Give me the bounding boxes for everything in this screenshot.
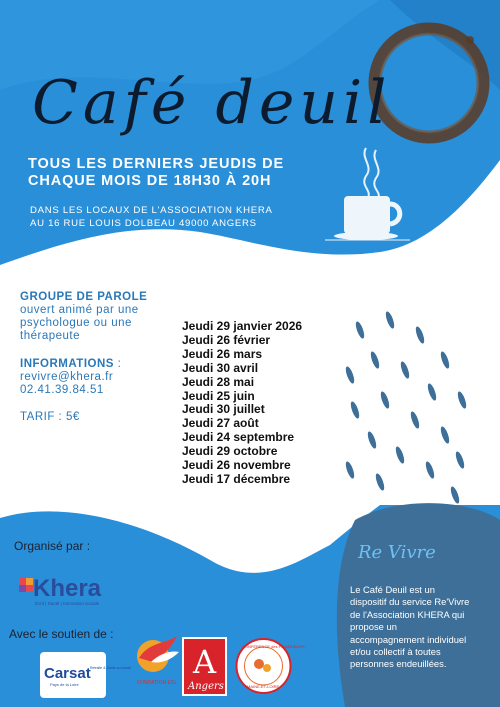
date-item: Jeudi 26 novembre [182, 458, 291, 473]
svg-text:MAINE-ET-LOIRE: MAINE-ET-LOIRE [247, 684, 280, 689]
conference-financeurs-logo[interactable] [235, 637, 305, 695]
rain-drops-decoration [344, 311, 468, 505]
svg-text:Retraite & Santé au travail: Retraite & Santé au travail [90, 666, 131, 670]
carsat-logo-mark [40, 652, 131, 698]
svg-text:Écrit | Santé | Innovation soc: Écrit | Santé | Innovation sociale [35, 601, 100, 606]
date-item: Jeudi 28 mai [182, 374, 255, 389]
date-item: Jeudi 29 octobre [182, 444, 278, 459]
subtitle-line-2: CHAQUE MOIS DE 18H30 À 20H [28, 173, 272, 189]
address-line-1: DANS LES LOCAUX DE L'ASSOCIATION KHERA [30, 205, 273, 216]
informations-email[interactable]: revivre@khera.fr [20, 371, 114, 383]
tarif-text: TARIF : 5€ [20, 411, 80, 423]
schedule-subtitle [28, 156, 328, 190]
angers-logo[interactable] [182, 637, 227, 696]
date-item: Jeudi 30 juillet [182, 402, 265, 417]
svg-text:Pays de la Loire: Pays de la Loire [50, 682, 79, 687]
revivre-logo [356, 538, 446, 568]
subtitle-line-1: TOUS LES DERNIERS JEUDIS DE [28, 156, 285, 172]
svg-text:Re Vivre: Re Vivre [358, 542, 436, 563]
carsat-logo[interactable] [40, 652, 131, 698]
angers-logo-mark [182, 637, 227, 696]
khera-logo[interactable] [17, 572, 127, 608]
informations-heading: INFORMATIONS [20, 358, 114, 370]
fondation-logo[interactable] [131, 632, 183, 696]
avec-soutien-label: Avec le soutien de : [9, 627, 114, 641]
date-item: Jeudi 17 décembre [182, 471, 291, 486]
svg-text:Carsat: Carsat [44, 665, 91, 682]
svg-text:Angers: Angers [188, 681, 224, 692]
informations-section: INFORMATIONS : revivre@khera.fr 02.41.39.84.51 [20, 358, 175, 397]
date-item: Jeudi 25 juin [182, 388, 255, 403]
groupe-heading: GROUPE DE PAROLE [20, 291, 148, 303]
svg-text:A: A [193, 643, 217, 681]
date-item: Jeudi 26 février [182, 332, 271, 347]
groupe-text: ouvert animé par une psychologue ou une thérapeute [20, 304, 139, 342]
groupe-section [20, 291, 175, 343]
khera-logo-mark [17, 572, 127, 608]
address-line-2: AU 16 RUE LOUIS DOLBEAU 49000 ANGERS [30, 218, 257, 229]
date-item: Jeudi 30 avril [182, 360, 259, 375]
date-item: Jeudi 27 août [182, 416, 259, 431]
informations-phone[interactable]: 02.41.39.84.51 [20, 384, 104, 396]
conference-logo-mark [235, 637, 305, 695]
dates-list [182, 320, 352, 487]
date-item: Jeudi 24 septembre [182, 430, 295, 445]
fondation-logo-mark [131, 632, 183, 696]
date-item: Jeudi 29 janvier 2026 [182, 319, 303, 333]
svg-text:Khera: Khera [33, 575, 102, 602]
organise-par-label: Organisé par : [14, 539, 91, 553]
svg-text:CONFÉRENCE des FINANCEURS: CONFÉRENCE des FINANCEURS [242, 644, 305, 649]
info-column [20, 291, 175, 424]
address-block [30, 204, 330, 230]
svg-text:Café deuil: Café deuil [32, 68, 392, 138]
cafe-deuil-title [28, 55, 448, 145]
date-item: Jeudi 26 mars [182, 346, 263, 361]
revivre-description: Le Café Deuil est un dispositif du service Re'Vivre de l'Association KHERA qui propose un accompagnement individuel et/ou collectif à toutes personnes endeuillées. [350, 584, 470, 670]
revivre-logo-mark [356, 538, 446, 568]
svg-text:FONDATION EDL: FONDATION EDL [137, 680, 178, 686]
